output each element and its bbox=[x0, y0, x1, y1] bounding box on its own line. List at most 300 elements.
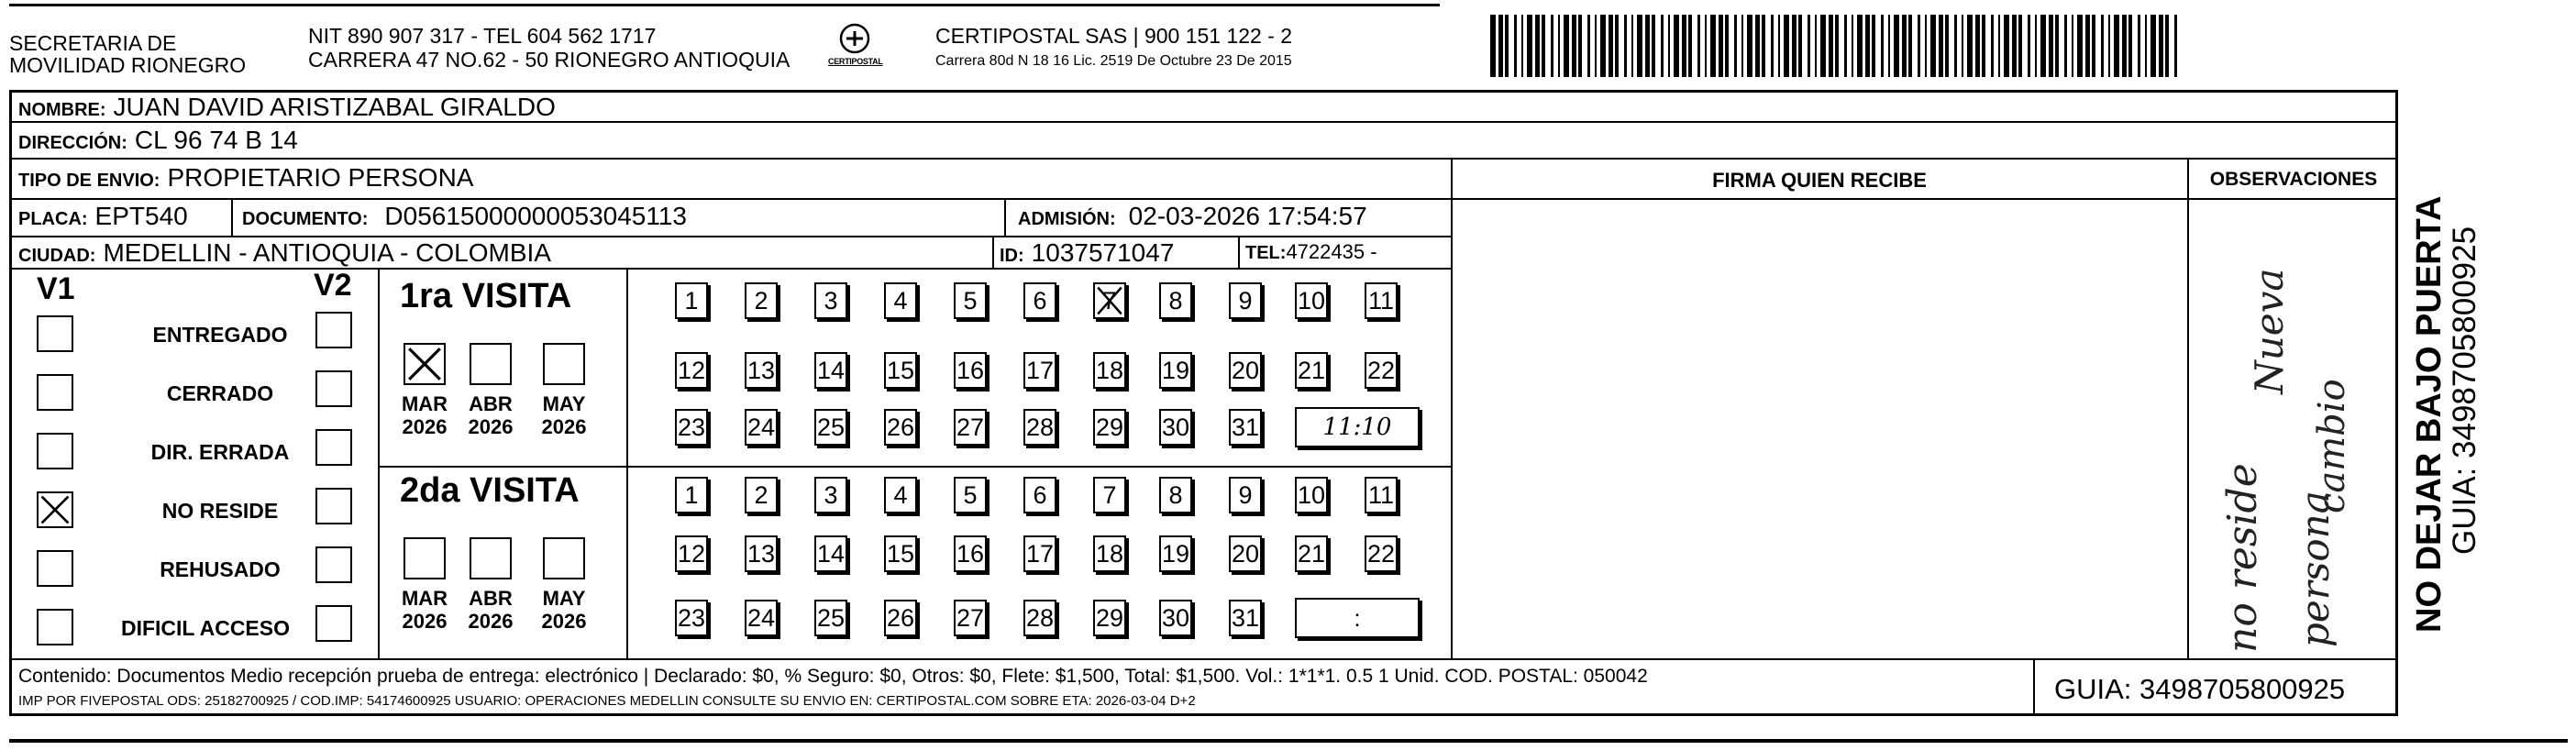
type-field bbox=[18, 165, 473, 191]
day-number: 9 bbox=[1238, 480, 1253, 509]
signature-handwriting-1: no reside bbox=[2219, 463, 2266, 653]
day-number: 14 bbox=[816, 539, 846, 568]
barcode-bar bbox=[1615, 15, 1619, 77]
day-box[interactable] bbox=[1295, 477, 1328, 513]
barcode-bar bbox=[1682, 15, 1686, 77]
day-number: 5 bbox=[963, 480, 978, 509]
day-box[interactable] bbox=[814, 352, 847, 389]
day-number: 4 bbox=[893, 480, 908, 509]
barcode-bar bbox=[1755, 15, 1760, 77]
footer-guia: GUIA: 3498705800925 bbox=[2054, 673, 2346, 705]
day-number: 10 bbox=[1297, 480, 1326, 509]
day-box[interactable] bbox=[1295, 352, 1328, 389]
day-number: 11 bbox=[1367, 286, 1395, 314]
day-box[interactable] bbox=[1229, 409, 1262, 446]
day-number: 1 bbox=[684, 286, 699, 314]
barcode-bar bbox=[1595, 15, 1597, 77]
barcode-bar bbox=[1975, 15, 1980, 77]
month-label bbox=[397, 587, 452, 633]
day-box[interactable] bbox=[1295, 535, 1328, 572]
status-label: DIFICIL ACCESO bbox=[120, 616, 290, 640]
barcode-bar bbox=[1991, 15, 1994, 77]
month-label bbox=[536, 587, 591, 633]
barcode-bar bbox=[1815, 15, 1817, 77]
barcode-bar bbox=[1857, 15, 1863, 77]
day-box[interactable] bbox=[954, 600, 987, 636]
day-box[interactable] bbox=[1159, 477, 1192, 513]
month-year: 2026 bbox=[468, 415, 514, 438]
rule bbox=[2187, 158, 2189, 658]
time-value: : bbox=[1354, 603, 1361, 632]
barcode-bar bbox=[1945, 15, 1949, 77]
month-name: MAR bbox=[401, 392, 448, 415]
barcode-bar bbox=[1490, 15, 1496, 77]
day-box[interactable] bbox=[1023, 352, 1056, 389]
day-box[interactable] bbox=[1159, 352, 1192, 389]
day-box[interactable] bbox=[1159, 535, 1192, 572]
day-number: 29 bbox=[1095, 603, 1124, 632]
month-year: 2026 bbox=[402, 415, 448, 438]
day-number: 16 bbox=[956, 539, 985, 568]
barcode-bar bbox=[2040, 15, 2046, 77]
barcode-bar bbox=[1527, 15, 1532, 77]
day-box[interactable] bbox=[1093, 352, 1126, 389]
rule bbox=[9, 158, 2398, 160]
day-box[interactable] bbox=[1023, 409, 1056, 446]
day-number: 20 bbox=[1231, 356, 1260, 384]
day-number: 10 bbox=[1297, 286, 1326, 314]
barcode-bar bbox=[1668, 15, 1670, 77]
month-label bbox=[536, 392, 591, 438]
barcode-bar bbox=[1939, 15, 1943, 77]
barcode-bar bbox=[1734, 15, 1737, 77]
barcode-bar bbox=[1697, 15, 1700, 77]
day-number: 23 bbox=[677, 413, 706, 441]
nit-line: NIT 890 907 317 - TEL 604 562 1717 bbox=[308, 24, 657, 48]
status-label: CERRADO bbox=[166, 381, 274, 405]
day-box[interactable] bbox=[884, 477, 917, 513]
barcode-bar bbox=[2150, 15, 2156, 77]
day-number: 28 bbox=[1025, 603, 1055, 632]
barcode-bar bbox=[1967, 15, 1973, 77]
day-box[interactable] bbox=[1093, 535, 1126, 572]
v2-checkbox[interactable] bbox=[315, 605, 352, 642]
day-number: 31 bbox=[1231, 413, 1260, 441]
name-field bbox=[18, 94, 556, 120]
rule bbox=[9, 268, 1452, 270]
day-box[interactable] bbox=[814, 600, 847, 636]
barcode-bar bbox=[2165, 15, 2169, 77]
name-label: NOMBRE: bbox=[18, 100, 106, 120]
day-cross-mark bbox=[1095, 284, 1124, 317]
day-box[interactable] bbox=[1159, 600, 1192, 636]
day-number: 26 bbox=[886, 603, 915, 632]
barcode-bar bbox=[1918, 15, 1920, 77]
month-checkbox[interactable] bbox=[470, 537, 512, 579]
certipostal-logo bbox=[828, 22, 883, 68]
day-box[interactable] bbox=[675, 409, 708, 446]
day-number: 3 bbox=[824, 286, 838, 314]
day-number: 21 bbox=[1297, 539, 1326, 568]
day-number: 13 bbox=[746, 356, 776, 384]
day-box[interactable] bbox=[745, 409, 778, 446]
day-number: 17 bbox=[1025, 356, 1055, 384]
v1-checkbox[interactable] bbox=[37, 374, 73, 411]
barcode-bar bbox=[1741, 15, 1743, 77]
day-box[interactable] bbox=[1229, 535, 1262, 572]
plate-label: PLACA: bbox=[18, 209, 88, 229]
day-box[interactable] bbox=[745, 600, 778, 636]
content-line: Contenido: Documentos Medio recepción prueba de entrega: electrónico | Declarado: $0, % Seguro: $0, Otros: $0, Flete: $1,500, Total: $1,500. Vol.: 1*1*1. 0.5 1 Unid. COD. POSTAL: 050042 bbox=[18, 666, 1648, 687]
day-box[interactable] bbox=[1023, 282, 1056, 319]
observations-header: OBSERVACIONES bbox=[2209, 169, 2378, 190]
day-box[interactable] bbox=[954, 477, 987, 513]
status-label: REHUSADO bbox=[160, 557, 281, 581]
day-number: 30 bbox=[1161, 413, 1190, 441]
day-box[interactable] bbox=[1023, 535, 1056, 572]
barcode-bar bbox=[1771, 15, 1774, 77]
time-value: 11:10 bbox=[1322, 414, 1392, 441]
barcode-bar bbox=[1954, 15, 1957, 77]
day-box[interactable] bbox=[1229, 282, 1262, 319]
barcode-bar bbox=[2101, 15, 2104, 77]
day-box[interactable] bbox=[814, 282, 847, 319]
logo-text: CERTIPOSTAL bbox=[828, 57, 883, 66]
day-number: 20 bbox=[1231, 539, 1260, 568]
month-name: MAY bbox=[542, 587, 586, 610]
barcode-bar bbox=[1661, 15, 1664, 77]
day-number: 6 bbox=[1033, 480, 1047, 509]
day-number: 18 bbox=[1095, 539, 1124, 568]
city-label: CIUDAD: bbox=[18, 246, 96, 266]
day-number: 12 bbox=[677, 356, 706, 384]
imp-line: IMP POR FIVEPOSTAL ODS: 25182700925 / COD.IMP: 54174600925 USUARIO: OPERACIONES MEDELLIN CONSULTE SU ENVIO EN: CERTIPOSTAL.COM SOBRE ETA: 2026-03-04 D+2 bbox=[18, 693, 1196, 709]
day-box[interactable] bbox=[954, 282, 987, 319]
day-number: 26 bbox=[886, 413, 915, 441]
day-box[interactable] bbox=[1229, 352, 1262, 389]
status-label: NO RESIDE bbox=[161, 499, 279, 523]
barcode-bar bbox=[1558, 15, 1560, 77]
day-number: 23 bbox=[677, 603, 706, 632]
city-field bbox=[18, 240, 551, 266]
month-year: 2026 bbox=[402, 610, 448, 633]
month-checkbox[interactable] bbox=[404, 537, 446, 579]
v1-checkbox[interactable] bbox=[37, 550, 73, 587]
month-label bbox=[463, 392, 518, 438]
name-value: JUAN DAVID ARISTIZABAL GIRALDO bbox=[113, 93, 556, 121]
day-box[interactable] bbox=[675, 352, 708, 389]
day-box[interactable] bbox=[745, 352, 778, 389]
barcode-bar bbox=[1808, 15, 1810, 77]
barcode-bar bbox=[2114, 15, 2119, 77]
tel-label: TEL: bbox=[1245, 243, 1287, 263]
month-checkbox[interactable] bbox=[404, 343, 446, 385]
barcode-bar bbox=[1865, 15, 1870, 77]
second-visit-title: 2da VISITA bbox=[400, 471, 580, 510]
day-number: 5 bbox=[963, 286, 978, 314]
barcode-bar bbox=[1514, 15, 1517, 77]
rule bbox=[626, 268, 628, 658]
barcode-bar bbox=[1645, 15, 1650, 77]
barcode-bar bbox=[1798, 15, 1802, 77]
barcode-bar bbox=[1631, 15, 1633, 77]
v1-checkbox[interactable] bbox=[37, 491, 73, 528]
barcode-bar bbox=[1600, 15, 1606, 77]
barcode-bar bbox=[2072, 15, 2073, 77]
v1-checkbox[interactable] bbox=[37, 609, 73, 645]
sender-line-2: MOVILIDAD RIONEGRO bbox=[9, 53, 247, 77]
document-value: D05615000000053045113 bbox=[384, 202, 687, 230]
v2-checkbox[interactable] bbox=[315, 546, 352, 583]
courier-line-1: CERTIPOSTAL SAS | 900 151 122 - 2 bbox=[935, 24, 1293, 48]
day-box[interactable] bbox=[1159, 282, 1192, 319]
day-number: 30 bbox=[1161, 603, 1190, 632]
day-box[interactable] bbox=[954, 409, 987, 446]
barcode-bar bbox=[1624, 15, 1627, 77]
barcode-bar bbox=[1930, 15, 1936, 77]
day-box[interactable] bbox=[884, 600, 917, 636]
barcode-bar bbox=[1835, 15, 1839, 77]
barcode-bar bbox=[1908, 15, 1912, 77]
day-number: 17 bbox=[1025, 539, 1055, 568]
barcode-bar bbox=[1505, 15, 1509, 77]
day-number: 8 bbox=[1168, 480, 1183, 509]
barcode-bar bbox=[2174, 15, 2177, 77]
month-checkbox[interactable] bbox=[470, 343, 512, 385]
first-visit-title: 1ra VISITA bbox=[400, 277, 572, 315]
v1-label: V1 bbox=[37, 271, 75, 306]
day-box[interactable] bbox=[884, 282, 917, 319]
month-label bbox=[397, 392, 452, 438]
barcode-bar bbox=[2012, 15, 2017, 77]
day-box[interactable] bbox=[884, 535, 917, 572]
barcode-bar bbox=[2138, 15, 2140, 77]
barcode-bar bbox=[1881, 15, 1884, 77]
barcode-bar bbox=[1982, 15, 1985, 77]
time-box[interactable] bbox=[1295, 407, 1420, 447]
no-dejar-warning: NO DEJAR BAJO PUERTA bbox=[2410, 195, 2449, 633]
day-box[interactable] bbox=[1365, 352, 1398, 389]
document-label: DOCUMENTO: bbox=[242, 209, 369, 229]
type-label: TIPO DE ENVIO: bbox=[18, 171, 160, 191]
day-box[interactable] bbox=[675, 282, 708, 319]
signature-header: FIRMA QUIEN RECIBE bbox=[1712, 169, 1927, 192]
month-name: MAY bbox=[542, 392, 586, 415]
month-name: ABR bbox=[469, 587, 513, 610]
day-box[interactable] bbox=[1093, 282, 1126, 319]
barcode-bar bbox=[1792, 15, 1797, 77]
barcode-bar bbox=[1637, 15, 1642, 77]
day-number: 6 bbox=[1033, 286, 1047, 314]
barcode-bar bbox=[1962, 15, 1963, 77]
tel-value: 4722435 - bbox=[1286, 240, 1377, 263]
day-box[interactable] bbox=[954, 535, 987, 572]
barcode-bar bbox=[1578, 15, 1582, 77]
document-field bbox=[242, 204, 687, 229]
status-label: DIR. ERRADA bbox=[150, 440, 290, 464]
rule bbox=[9, 236, 1452, 237]
rule bbox=[1238, 236, 1240, 268]
barcode-bar bbox=[2085, 15, 2090, 77]
day-box[interactable] bbox=[745, 535, 778, 572]
day-box[interactable] bbox=[1023, 477, 1056, 513]
day-box[interactable] bbox=[884, 352, 917, 389]
rule bbox=[1451, 158, 1453, 658]
day-number: 1 bbox=[684, 480, 699, 509]
day-box[interactable] bbox=[954, 352, 987, 389]
id-label: ID: bbox=[1000, 246, 1024, 266]
day-number: 2 bbox=[754, 480, 768, 509]
rule bbox=[992, 236, 994, 268]
v1-checkbox[interactable] bbox=[37, 433, 73, 469]
day-number: 28 bbox=[1025, 413, 1055, 441]
admission-label: ADMISIÓN: bbox=[1018, 209, 1116, 229]
barcode-bar bbox=[1784, 15, 1789, 77]
month-year: 2026 bbox=[541, 415, 587, 438]
rule bbox=[2187, 198, 2398, 200]
rule bbox=[378, 268, 380, 658]
day-box[interactable] bbox=[675, 600, 708, 636]
barcode-bar bbox=[1888, 15, 1890, 77]
time-box[interactable] bbox=[1295, 598, 1420, 638]
barcode-bar bbox=[2049, 15, 2053, 77]
v1-checkbox[interactable] bbox=[37, 315, 73, 352]
day-box[interactable] bbox=[1229, 477, 1262, 513]
barcode-bar bbox=[2159, 15, 2163, 77]
day-number: 8 bbox=[1168, 286, 1183, 314]
day-box[interactable] bbox=[1093, 600, 1126, 636]
bottom-rule bbox=[9, 739, 2568, 743]
barcode-bar bbox=[1652, 15, 1655, 77]
address-field bbox=[18, 127, 298, 153]
barcode-bar bbox=[2122, 15, 2127, 77]
side-guia: GUIA: 3498705800925 bbox=[2447, 226, 2482, 555]
v2-checkbox[interactable] bbox=[315, 488, 352, 524]
day-box[interactable] bbox=[1229, 600, 1262, 636]
barcode-bar bbox=[1844, 15, 1847, 77]
day-box[interactable] bbox=[1295, 282, 1328, 319]
day-number: 25 bbox=[816, 603, 846, 632]
v2-checkbox[interactable] bbox=[315, 312, 352, 348]
barcode-bar bbox=[2108, 15, 2110, 77]
day-box[interactable] bbox=[675, 535, 708, 572]
barcode-bar bbox=[1688, 15, 1692, 77]
observation-handwriting-1: Nueva bbox=[2247, 268, 2292, 394]
day-number: 24 bbox=[746, 603, 776, 632]
v2-checkbox[interactable] bbox=[315, 429, 352, 466]
barcode-bar bbox=[2064, 15, 2067, 77]
barcode-bar bbox=[1925, 15, 1927, 77]
day-number: 7 bbox=[1102, 286, 1117, 314]
barcode-bar bbox=[1535, 15, 1540, 77]
barcode-bar bbox=[1820, 15, 1826, 77]
barcode-bar bbox=[1872, 15, 1875, 77]
barcode-bar bbox=[2128, 15, 2132, 77]
barcode-bar bbox=[1609, 15, 1613, 77]
month-year: 2026 bbox=[541, 610, 587, 633]
barcode-bar bbox=[1498, 15, 1503, 77]
barcode-bar bbox=[1542, 15, 1545, 77]
month-name: MAR bbox=[401, 587, 448, 610]
barcode bbox=[1490, 15, 2178, 77]
barcode-bar bbox=[2004, 15, 2009, 77]
day-box[interactable] bbox=[1093, 477, 1126, 513]
address-line: CARRERA 47 NO.62 - 50 RIONEGRO ANTIOQUIA bbox=[308, 48, 790, 72]
month-checkbox[interactable] bbox=[543, 343, 585, 385]
day-box[interactable] bbox=[745, 282, 778, 319]
barcode-bar bbox=[2092, 15, 2095, 77]
day-box[interactable] bbox=[814, 535, 847, 572]
day-number: 11 bbox=[1367, 480, 1395, 509]
day-number: 21 bbox=[1297, 356, 1326, 384]
barcode-bar bbox=[1674, 15, 1679, 77]
day-number: 15 bbox=[886, 539, 915, 568]
barcode-bar bbox=[2145, 15, 2147, 77]
barcode-bar bbox=[1762, 15, 1765, 77]
day-box[interactable] bbox=[1093, 409, 1126, 446]
id-field bbox=[1000, 240, 1174, 266]
address-value: CL 96 74 B 14 bbox=[134, 126, 298, 154]
day-box[interactable] bbox=[745, 477, 778, 513]
barcode-bar bbox=[2077, 15, 2083, 77]
barcode-bar bbox=[2028, 15, 2030, 77]
day-box[interactable] bbox=[814, 409, 847, 446]
day-number: 14 bbox=[816, 356, 846, 384]
day-number: 22 bbox=[1366, 356, 1396, 384]
day-number: 13 bbox=[746, 539, 776, 568]
day-box[interactable] bbox=[1023, 600, 1056, 636]
admission-value: 02-03-2026 17:54:57 bbox=[1128, 202, 1367, 230]
observation-handwriting-2: cambio bbox=[2311, 379, 2353, 513]
day-box[interactable] bbox=[1365, 535, 1398, 572]
day-box[interactable] bbox=[1365, 477, 1398, 513]
day-number: 27 bbox=[956, 603, 985, 632]
day-number: 22 bbox=[1366, 539, 1396, 568]
month-label bbox=[463, 587, 518, 633]
day-number: 7 bbox=[1102, 480, 1117, 509]
barcode-bar bbox=[1998, 15, 2000, 77]
day-box[interactable] bbox=[1365, 282, 1398, 319]
barcode-bar bbox=[2018, 15, 2022, 77]
day-box[interactable] bbox=[675, 477, 708, 513]
signature-handwriting-2: persona bbox=[2293, 491, 2338, 647]
day-number: 27 bbox=[956, 413, 985, 441]
sender-line-1: SECRETARIA DE bbox=[9, 31, 177, 55]
month-checkbox[interactable] bbox=[543, 537, 585, 579]
barcode-bar bbox=[1710, 15, 1716, 77]
tel-field bbox=[1245, 242, 1377, 262]
type-value: PROPIETARIO PERSONA bbox=[167, 163, 474, 192]
rule bbox=[378, 466, 1453, 468]
rule bbox=[2033, 658, 2035, 716]
address-label: DIRECCIÓN: bbox=[18, 133, 127, 153]
v2-checkbox[interactable] bbox=[315, 370, 352, 407]
rule bbox=[9, 658, 2398, 660]
city-value: MEDELLIN - ANTIOQUIA - COLOMBIA bbox=[103, 238, 551, 267]
barcode-bar bbox=[1572, 15, 1576, 77]
day-box[interactable] bbox=[1159, 409, 1192, 446]
day-box[interactable] bbox=[814, 477, 847, 513]
barcode-bar bbox=[1521, 15, 1523, 77]
barcode-bar bbox=[1747, 15, 1752, 77]
day-number: 29 bbox=[1095, 413, 1124, 441]
day-number: 3 bbox=[824, 480, 838, 509]
day-box[interactable] bbox=[884, 409, 917, 446]
day-number: 9 bbox=[1238, 286, 1253, 314]
day-number: 4 bbox=[893, 286, 908, 314]
barcode-bar bbox=[1894, 15, 1899, 77]
day-number: 19 bbox=[1161, 356, 1190, 384]
